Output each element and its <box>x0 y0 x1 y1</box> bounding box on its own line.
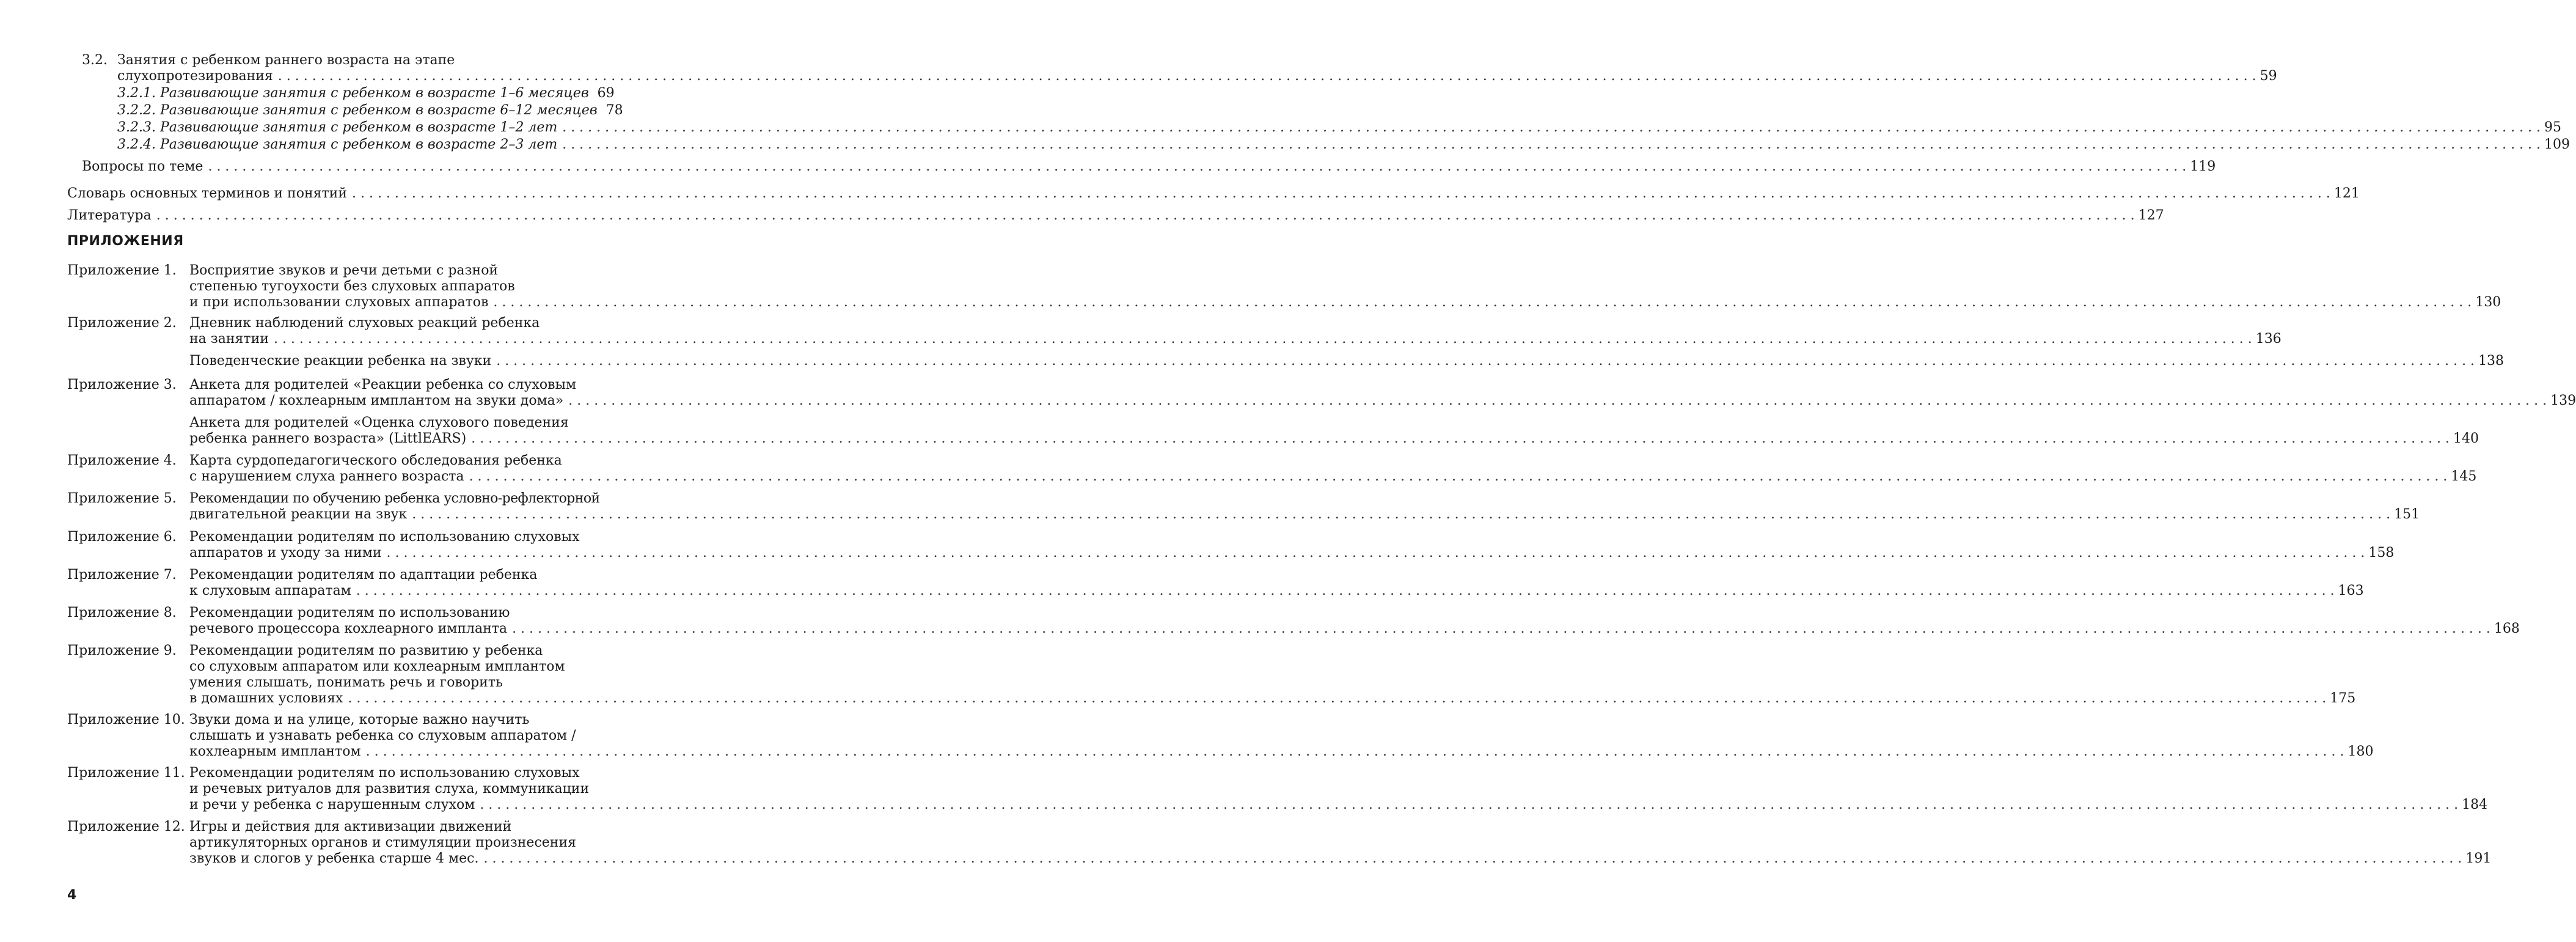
leader-dots <box>412 507 2390 523</box>
appendices-heading: ПРИЛОЖЕНИЯ <box>67 234 184 249</box>
page-number: 168 <box>2494 621 2520 636</box>
entry-text: и речевых ритуалов для развития слуха, коммуникации <box>189 781 590 797</box>
entry-text: степенью тугоухости без слуховых аппаратов <box>189 279 515 294</box>
entry-text: на занятии <box>189 331 269 347</box>
appendix-entry-11 <box>189 765 2488 813</box>
entry-text: и при использовании слуховых аппаратов <box>189 295 489 310</box>
entry-text: Дневник наблюдений слуховых реакций ребенка <box>189 315 540 331</box>
entry-text: кохлеарным имплантом <box>189 744 361 759</box>
appendix-label: Приложение 5. <box>67 491 177 506</box>
leader-dots <box>387 545 2365 561</box>
appendix-label: Приложение 10. <box>67 712 185 727</box>
appendix-label: Приложение 9. <box>67 643 177 658</box>
page-number: 151 <box>2394 507 2420 522</box>
entry-text: Анкета для родителей «Оценка слухового поведения <box>189 415 569 430</box>
leader-dots <box>512 621 2490 637</box>
toc-entry-3-2-2 <box>117 103 623 119</box>
appendix-label: Приложение 3. <box>67 377 177 392</box>
entry-text: умения слышать, понимать речь и говорить <box>189 675 503 690</box>
leader-dots <box>352 186 2330 202</box>
appendix-entry-2b <box>189 353 2505 369</box>
appendix-entry-5 <box>189 491 2420 523</box>
appendix-entry-4 <box>189 453 2477 485</box>
appendix-label: Приложение 12. <box>67 819 185 834</box>
entry-text: Игры и действия для активизации движений <box>189 819 512 834</box>
appendix-label: Приложение 6. <box>67 529 177 545</box>
entry-text: Анкета для родителей «Реакции ребенка со слуховым <box>189 377 577 392</box>
entry-text: Восприятие звуков и речи детьми с разной <box>189 263 499 278</box>
page-number: 78 <box>606 103 623 118</box>
leader-dots <box>562 120 2541 136</box>
page-number: 158 <box>2368 545 2395 561</box>
appendix-entry-8 <box>189 605 2520 637</box>
page-number: 119 <box>2190 159 2216 174</box>
leader-dots <box>496 353 2475 369</box>
entry-text: Рекомендации родителям по адаптации ребенка <box>189 567 538 583</box>
entry-text: Литература <box>67 208 152 223</box>
entry-text: Поведенческие реакции ребенка на звуки <box>189 353 492 369</box>
leader-dots <box>278 68 2256 84</box>
appendix-entry-6 <box>189 529 2395 561</box>
entry-text: 3.2.3. Развивающие занятия с ребенком в возрасте 1–2 лет <box>117 120 558 135</box>
page-number: 69 <box>597 86 615 101</box>
page-number: 109 <box>2544 137 2571 152</box>
toc-entry-questions <box>82 159 2216 175</box>
entry-text: слышать и узнавать ребенка со слуховым аппаратом / <box>189 728 576 743</box>
appendix-entry-7 <box>189 567 2364 599</box>
leader-dots <box>469 469 2448 485</box>
leader-dots <box>208 159 2186 175</box>
entry-text: Рекомендации родителям по использованию слуховых <box>189 529 580 545</box>
entry-text: речевого процессора кохлеарного импланта <box>189 621 508 636</box>
entry-text: 3.2.2. Развивающие занятия с ребенком в возрасте 6–12 месяцев <box>117 103 598 118</box>
page-number: 191 <box>2465 851 2492 866</box>
toc-entry-glossary <box>67 186 2360 202</box>
entry-text: 3.2.1. Развивающие занятия с ребенком в возрасте 1–6 месяцев <box>117 86 589 101</box>
entry-text: Рекомендации родителям по использованию слуховых <box>189 765 580 781</box>
toc-entry-literature <box>67 208 2164 224</box>
entry-text: и речи у ребенка с нарушенным слухом <box>189 797 475 812</box>
page-number: 139 <box>2550 393 2576 408</box>
page-number: 59 <box>2259 68 2277 84</box>
appendix-label: Приложение 11. <box>67 765 185 781</box>
toc-entry-3-2-1 <box>117 86 615 101</box>
entry-text: 3.2.4. Развивающие занятия с ребенком в возрасте 2–3 лет <box>117 137 558 152</box>
entry-text: Занятия с ребенком раннего возраста на этапе <box>117 53 455 68</box>
page-number: 127 <box>2138 208 2164 223</box>
appendix-entry-12 <box>189 819 2492 867</box>
entry-text: артикуляторных органов и стимуляции произнесения <box>189 835 576 850</box>
appendix-entry-3b <box>189 415 2479 447</box>
entry-text: Рекомендации родителям по использованию <box>189 605 510 620</box>
page-number: 175 <box>2330 691 2356 706</box>
leader-dots <box>480 797 2458 813</box>
appendix-entry-1 <box>189 263 2501 311</box>
page-number: 130 <box>2475 295 2501 310</box>
entry-text: Рекомендации по обучению ребенка условно-рефлекторной <box>189 491 600 506</box>
leader-dots <box>156 208 2135 224</box>
appendix-label: Приложение 8. <box>67 605 177 620</box>
appendix-entry-2 <box>189 315 2281 347</box>
entry-text: слухопротезирования <box>117 68 273 84</box>
entry-text: Карта сурдопедагогического обследования ребенка <box>189 453 562 468</box>
page-number: 121 <box>2333 186 2360 201</box>
toc-entry-3-2-3 <box>117 120 2562 136</box>
page-number: 140 <box>2453 431 2479 446</box>
leader-dots <box>471 431 2450 447</box>
appendix-label: Приложение 4. <box>67 453 177 468</box>
appendix-entry-9 <box>189 643 2356 707</box>
entry-text: с нарушением слуха раннего возраста <box>189 469 464 484</box>
appendix-label: Приложение 2. <box>67 315 177 331</box>
page-number: 145 <box>2451 469 2477 484</box>
leader-dots <box>348 691 2326 707</box>
page-number: 180 <box>2347 744 2374 759</box>
leader-dots <box>483 851 2462 867</box>
entry-text: Звуки дома и на улице, которые важно научить <box>189 712 530 727</box>
entry-text: звуков и слогов у ребенка старше 4 мес. <box>189 851 479 866</box>
appendix-entry-10 <box>189 712 2374 760</box>
entry-text: аппаратом / кохлеарным имплантом на звуки дома» <box>189 393 564 408</box>
toc-entry-3-2-4 <box>117 137 2571 153</box>
entry-text: со слуховым аппаратом или кохлеарным имплантом <box>189 659 565 674</box>
appendix-label: Приложение 7. <box>67 567 177 583</box>
page-number: 136 <box>2255 331 2281 347</box>
entry-text: двигательной реакции на звук <box>189 507 408 522</box>
entry-text: Словарь основных терминов и понятий <box>67 186 347 201</box>
leader-dots <box>568 393 2547 409</box>
page-number: 95 <box>2544 120 2562 135</box>
leader-dots <box>356 583 2335 599</box>
page-number: 163 <box>2338 583 2364 598</box>
page-number: 184 <box>2462 797 2488 812</box>
entry-text: к слуховым аппаратам <box>189 583 351 598</box>
appendix-entry-3 <box>189 377 2576 409</box>
entry-text: Рекомендации родителям по развитию у ребенка <box>189 643 543 658</box>
toc-entry-3-2 <box>117 53 2277 84</box>
section-number: 3.2. <box>82 53 108 68</box>
leader-dots <box>274 331 2252 347</box>
entry-text: в домашних условиях <box>189 691 343 706</box>
entry-text: ребенка раннего возраста» (LittlEARS) <box>189 431 467 446</box>
entry-text: аппаратов и уходу за ними <box>189 545 382 561</box>
leader-dots <box>366 744 2344 760</box>
page-number: 138 <box>2478 353 2505 369</box>
leader-dots <box>493 295 2472 311</box>
appendix-label: Приложение 1. <box>67 263 177 278</box>
entry-text: Вопросы по теме <box>82 159 203 174</box>
leader-dots <box>562 137 2541 153</box>
page-folio: 4 <box>67 888 77 903</box>
